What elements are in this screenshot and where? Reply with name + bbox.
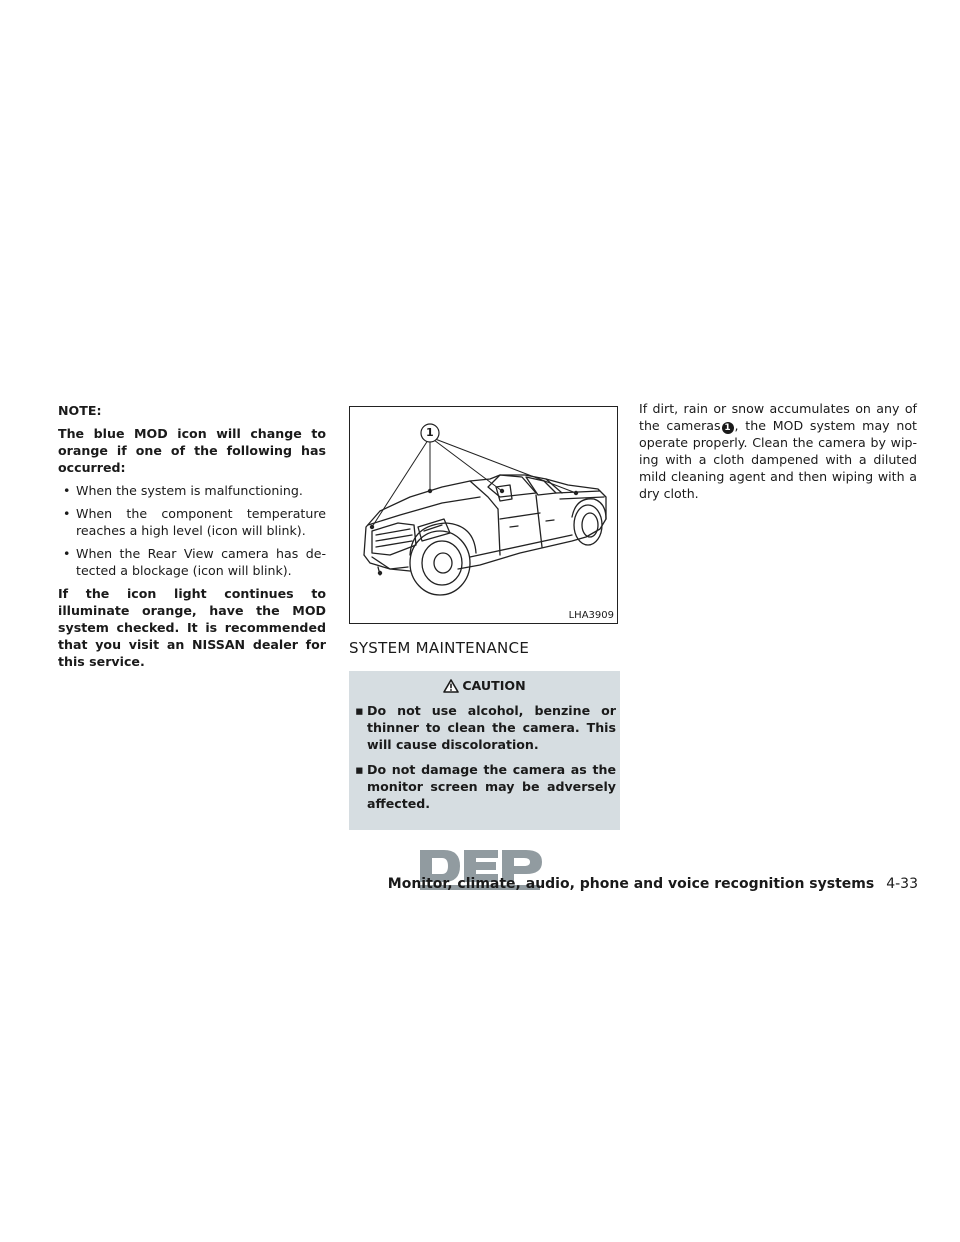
note-intro: The blue MOD icon will change to orange if one of the following has occurred:: [58, 426, 326, 475]
footer-title: Monitor, climate, audio, phone and voice recognition systems: [387, 876, 875, 892]
truck-illustration: [350, 407, 617, 623]
service-advice: If the icon light continues to illuminate orange, have the MOD system checked. It is recommended that you visit an NISSAN dealer for this service.: [58, 586, 326, 669]
maintenance-text-end: , the MOD system may not operate properly. Clean the camera by wip-ing with a cloth dampened with a diluted mild cleaning agent and then wiping with a dry cloth.: [639, 418, 917, 501]
caution-box: [349, 671, 620, 830]
camera-location-figure: [349, 406, 618, 624]
page-number: 4-33: [886, 876, 918, 892]
callout-badge: 1: [722, 422, 734, 434]
maintenance-text-start: If dirt, rain or snow accumulates on any of the cameras: [639, 401, 917, 433]
list-item: ▪ Do not use alcohol, benzine or thinner to clean the camera. This will cause discoloration.: [353, 702, 616, 753]
maintenance-text: [639, 400, 917, 502]
section-title: SYSTEM MAINTENANCE: [349, 639, 530, 657]
callout-number: 1: [426, 426, 434, 439]
warning-triangle-icon: [443, 679, 459, 693]
list-item: • When the Rear View camera has de-tected a blockage (icon will blink).: [58, 545, 326, 579]
list-item: • When the component temperature reaches a high level (icon will blink).: [58, 505, 326, 539]
caution-header: [353, 677, 616, 694]
page-footer: [388, 876, 918, 892]
left-column: [58, 402, 326, 670]
middle-column: [349, 406, 620, 830]
figure-code: LHA3909: [568, 610, 614, 621]
list-item: • When the system is malfunctioning.: [58, 482, 326, 499]
list-item: ▪ Do not damage the camera as the monitor screen may be adversely affected.: [353, 761, 616, 812]
caution-list: [353, 702, 616, 812]
condition-list: [58, 482, 326, 579]
caution-label: CAUTION: [462, 678, 526, 693]
note-label: NOTE:: [58, 403, 102, 418]
right-column: [639, 400, 917, 502]
